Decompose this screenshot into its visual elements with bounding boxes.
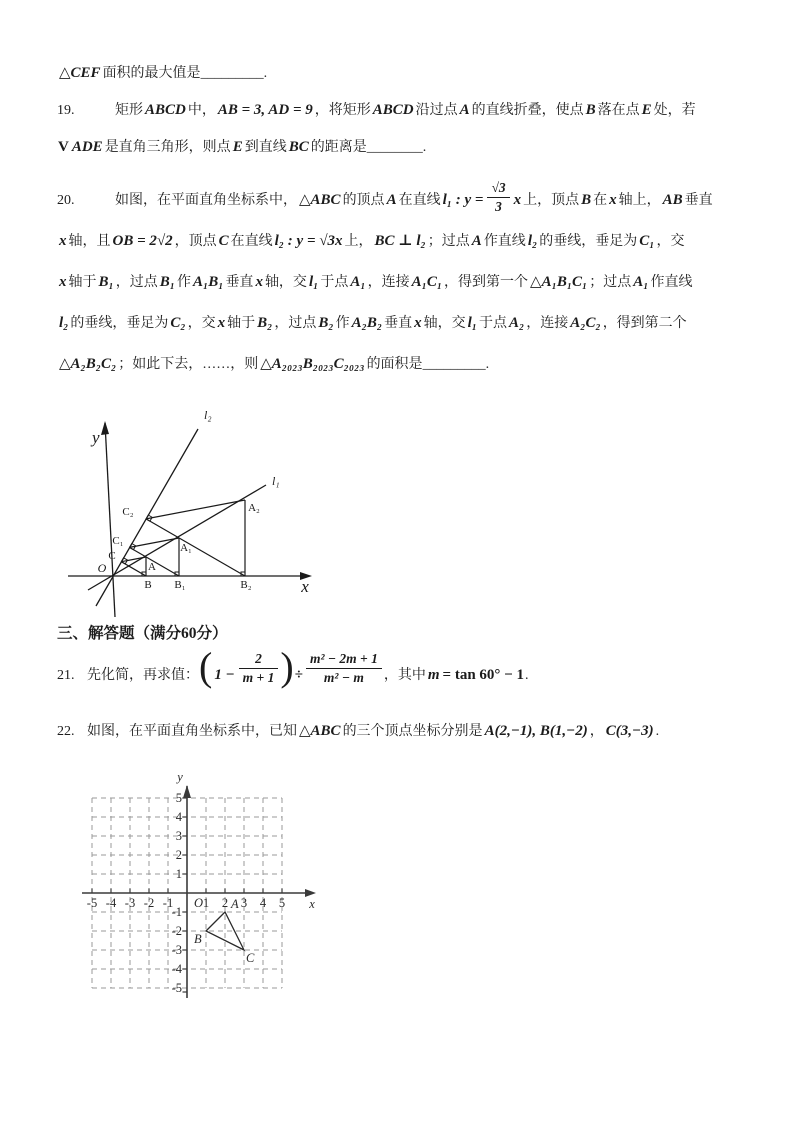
math-run: l₁ [308,274,319,290]
line-l2-label: l₂ [204,408,212,422]
y-tick-label: -5 [171,981,182,995]
text-run: 轴于 [68,275,97,290]
math-run: l₂ [527,233,538,249]
q20-line-2 [57,221,713,262]
y-tick-label: 5 [175,791,182,805]
paragraph-q19 [57,92,696,166]
text-run: 的顶点 [342,193,385,208]
point-B1-label: B₁ [174,579,186,591]
text-run: ，顶点 [174,234,217,249]
y-tick-label: 3 [175,829,182,843]
fraction-m2-expr [306,651,382,686]
text-run: ；过点 [589,275,632,290]
axis-arrowheads [183,785,316,897]
math-run: C₁ [639,233,655,249]
point-A-label: A [148,561,156,573]
text-run: 作 [176,275,191,290]
answer-blank[interactable]: _________ [422,357,486,372]
x-tick-label: -3 [124,896,136,910]
point-B-label: B [144,579,152,591]
math-run: OB = 2√2 [112,233,173,249]
text-run: 中， [187,103,216,118]
math-run: B₁ [98,274,114,290]
math-run: B [581,192,592,208]
fraction-numerator: √3 [491,180,506,196]
text-run: 垂直 [684,193,713,208]
q20-line-5 [57,344,713,385]
math-run: AB = 3, AD = 9 [217,102,313,118]
math-run: ABCD [145,102,186,118]
text-run: 的三个顶点坐标分别是 [342,724,483,739]
point-B-label: B [194,932,202,946]
x-tick-label: -1 [162,896,174,910]
fraction-denominator: m + 1 [239,668,279,686]
question-number: 20. [57,193,75,208]
question-number: 22. [57,724,75,739]
y-axis-label: y [92,428,100,447]
text-run: 轴，且 [68,234,111,249]
text-run: 的垂线，垂足为 [539,234,638,249]
text-run: ，得到第一个 [444,275,529,290]
text-run: ，得到第二个 [602,316,687,331]
math-run: l₁ [467,315,477,331]
math-run: l₁ : y = [442,192,484,208]
math-run: A₂ [508,315,525,331]
x-axis-label: x [309,897,315,911]
text-run: . [485,357,490,372]
x-tick-label: 3 [240,896,248,910]
question-number: 19. [57,103,75,118]
paragraph-q21 [57,643,529,704]
math-run: △ABC [299,192,341,208]
math-run: E [232,139,243,155]
x-axis-label: x [301,577,309,596]
math-run: A [386,192,397,208]
q20-line-3 [57,262,713,303]
text-run: . [422,140,427,155]
text-run: ，交 [187,316,216,331]
math-run: 1 − [214,667,235,683]
fraction-2-over-m1 [239,651,279,686]
math-run: A₂B₂ [351,315,383,331]
text-run: ；如此下去，……，则 [118,357,259,372]
text-run: 到直线 [244,140,287,155]
math-run: BC [288,139,309,155]
divide-sign: ÷ [294,667,303,683]
point-C2-label: C₂ [122,506,134,518]
y-tick-label: 1 [175,867,182,881]
text-run: ；过点 [427,234,470,249]
y-tick-label: 4 [175,810,182,824]
answer-blank[interactable]: ________ [366,140,423,155]
math-run: x [513,192,522,208]
figure2-labels [87,770,315,995]
point-A2-label: A₂ [248,502,260,514]
text-run: 面积的最大值是 [102,66,201,81]
math-run: BC ⊥ l₂ [374,233,426,249]
grid-axes-svg [72,768,322,1008]
math-run: x [255,274,263,290]
text-run: ，连接 [526,316,569,331]
y-tick-label: -3 [171,943,182,957]
math-run: x [59,233,67,249]
text-run: . [263,66,268,81]
text-run: ， [589,724,604,739]
math-run: x [414,315,422,331]
math-run: A₁C₁ [411,274,443,290]
text-run: 垂直 [225,275,254,290]
x-tick-label: 2 [221,896,229,910]
math-run: = tan 60° − 1 [442,667,524,683]
point-C-label: C [108,550,116,562]
paragraph-q20 [57,180,713,385]
math-run: C₂ [170,315,186,331]
text-run: . [524,668,529,683]
text-run: 轴，交 [264,275,307,290]
section-heading-text: 三、解答题（满分60分） [57,625,228,642]
paragraph-q18-tail [57,58,267,88]
q20-line-4 [57,303,713,344]
text-run: 在直线 [398,193,441,208]
answer-blank[interactable]: _________ [200,66,264,81]
math-run: m [427,667,440,683]
x-tick-label: 5 [278,896,286,910]
text-run: 如图，在平面直角坐标系中， [115,193,297,208]
math-run: △ABC [299,723,341,739]
math-run: B₁ [159,274,175,290]
math-run: A(2,−1), B(1,−2) [484,723,588,739]
text-run: ，过点 [115,275,158,290]
text-run: ，过点 [274,316,317,331]
fraction-denominator: m² − m [306,668,382,686]
point-C1-label: C₁ [112,535,124,547]
text-run: 于点 [478,316,507,331]
fraction-numerator: 2 [255,651,262,667]
x-tick-label: -2 [143,896,155,910]
text-run: ，将矩形 [314,103,371,118]
text-run: . [655,724,660,739]
paragraph-q22 [57,712,659,750]
point-C-label: C [246,951,255,965]
text-run: ，交 [656,234,685,249]
math-run: C [218,233,229,249]
axes [82,786,305,998]
text-run: 在直线 [230,234,273,249]
math-run: A₁ [350,274,366,290]
math-run: △CEF [59,65,101,81]
q19-line-2 [57,129,696,166]
text-run: 落在点 [597,103,640,118]
y-tick-label: -4 [171,962,182,976]
math-run: C(3,−3) [605,723,654,739]
axis-arrowheads [101,421,312,580]
line-l1-label: l₁ [272,474,280,488]
math-run: B₂ [318,315,334,331]
q19-line-1 [57,92,696,129]
y-tick-label: -2 [171,924,182,938]
math-run: l₂ [59,315,69,331]
construction-axes-svg [58,403,328,618]
text-run: 轴上， [618,193,661,208]
math-run: AB [662,192,683,208]
text-run: 作直线 [483,234,526,249]
text-run: 轴于 [227,316,256,331]
figure1-labels [90,408,309,596]
point-B2-label: B₂ [240,579,252,591]
fraction-numerator: m² − 2m + 1 [309,651,378,667]
text-run: 的距离是 [310,140,367,155]
math-run: △A₂₀₂₃B₂₀₂₃C₂₀₂₃ [260,356,365,372]
nabla-symbol: V [58,139,69,155]
text-run: 的直线折叠，使点 [471,103,584,118]
question-number: 21. [57,668,75,683]
math-run: ADE [71,139,103,155]
text-run: 于点 [320,275,349,290]
math-run: x [609,192,617,208]
origin-label: O [97,561,107,575]
math-run: A₂C₂ [570,315,601,331]
math-run: A [471,233,482,249]
y-tick-label: 2 [175,848,182,862]
text-run: 垂直 [384,316,413,331]
construction-segments [121,500,245,576]
text-run: 的垂线，垂足为 [70,316,169,331]
text-run: 轴，交 [423,316,466,331]
y-axis-label: y [177,770,183,784]
text-run: 先化简，再求值： [87,668,199,683]
text-run: 上， [344,234,373,249]
point-A-label: A [231,897,239,911]
math-run: x [217,315,226,331]
fraction-sqrt3-over-3 [487,180,509,215]
y-tick-label: -1 [171,905,182,919]
left-paren: ( [199,643,213,689]
figure-q20-construction [58,403,328,623]
x-tick-label: -5 [86,896,98,910]
text-run: 处，若 [653,103,696,118]
text-run: 是直角三角形，则点 [104,140,231,155]
math-run: x [59,274,67,290]
right-paren: ) [280,643,294,689]
q20-line-1 [57,180,713,221]
x-tick-label: 1 [202,896,210,910]
text-run: 上，顶点 [523,193,580,208]
math-run: △A₁B₁C₁ [530,274,588,290]
math-run: A₁ [633,274,649,290]
text-run: 的面积是 [366,357,423,372]
text-run: 矩形 [115,103,143,118]
origin-label: O [194,896,204,910]
point-A1-label: A₁ [180,542,192,554]
math-run: B₂ [257,315,273,331]
x-tick-label: -4 [105,896,117,910]
math-run: l₂ : y = √3x [274,233,343,249]
math-run: B [585,102,596,118]
text-run: 沿过点 [415,103,458,118]
text-run: ，连接 [367,275,410,290]
fraction-denominator: 3 [487,197,509,215]
math-run: E [641,102,652,118]
text-run: 在 [593,193,608,208]
text-run: ，其中 [383,668,426,683]
figure-q22-grid [72,768,322,1013]
text-run: 作直线 [650,275,693,290]
math-run: A₁B₁ [192,274,224,290]
math-run: A [459,102,470,118]
text-run: 作 [335,316,350,331]
math-run: ABCD [372,102,414,118]
x-tick-label: 4 [259,896,267,910]
math-run: △A₂B₂C₂ [59,356,117,372]
text-run: 如图，在平面直角坐标系中，已知 [87,724,297,739]
